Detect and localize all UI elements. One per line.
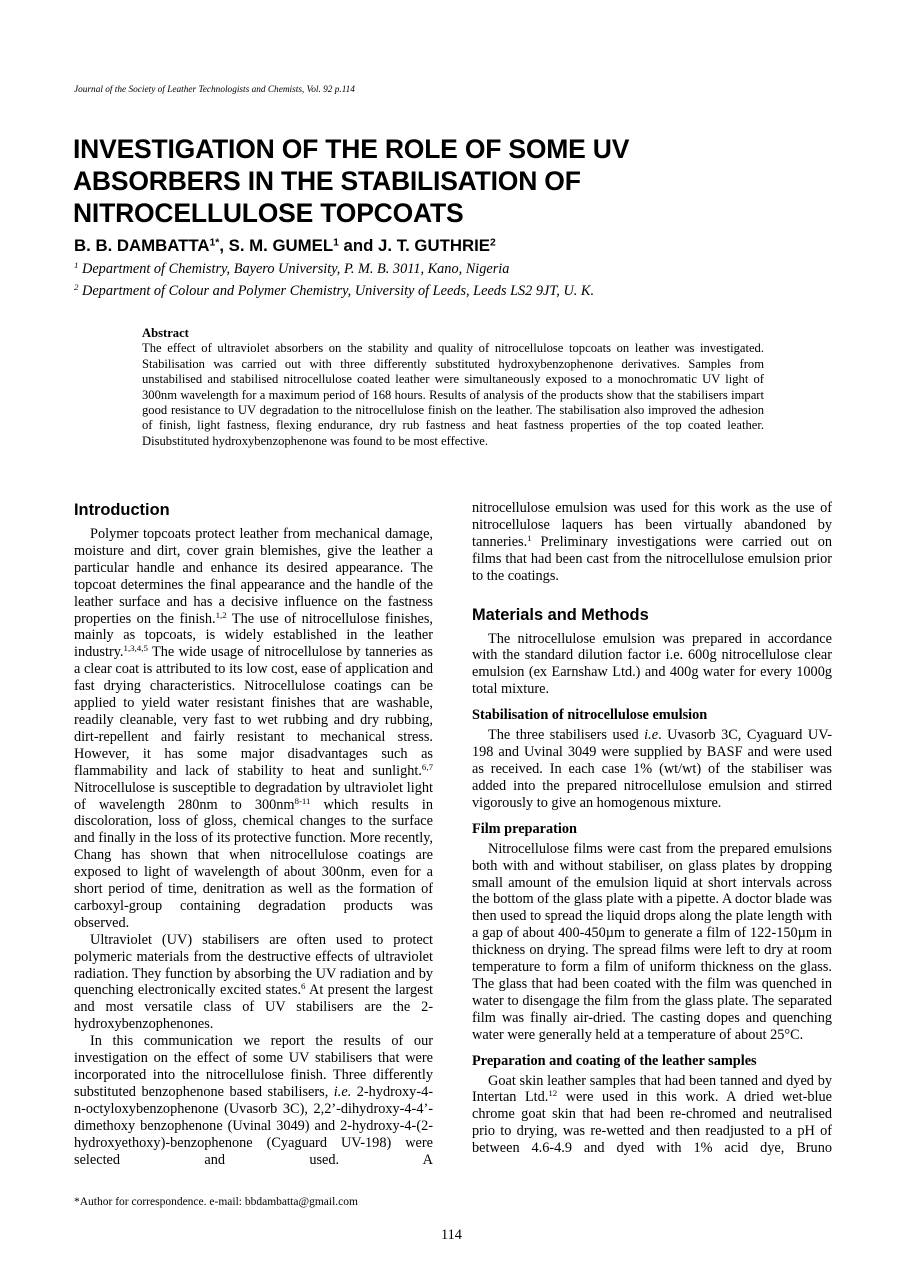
- affiliation-1: [74, 261, 509, 278]
- affiliation-2: [74, 283, 594, 300]
- intro-paragraph-3: In this communication we report the results of our investigation on the effect of some UV stabilisers that were incorporated into the nitrocellulose finish. Three differently substituted benzophenone based stabilisers, i.e. 2-hydroxy-4-n-octyloxybenzophenone (Uvasorb 3C), 2,2’-dihydroxy-4-4’-dimethoxy benzophenone (Uvinal 3049) and 2-hydroxy-4-(2-hydroxyethoxy)-benzophenone (Cyaguard UV-198) were selected and used. A: [74, 1033, 433, 1168]
- citation-superscript: 1,2: [215, 609, 227, 620]
- right-column: [472, 500, 832, 1157]
- citation-superscript: 6: [301, 981, 306, 992]
- stabilisation-paragraph: The three stabilisers used i.e. Uvasorb 3C, Cyaguard UV-198 and Uvinal 3049 were supplied by BASF and were used as received. In each case 1% (wt/wt) of the stabiliser was added into the prepared nitrocellulose emulsion and stirred vigorously to give an homogenous mixture.: [472, 727, 833, 811]
- intro-paragraph-1: Polymer topcoats protect leather from mechanical damage, moisture and dirt, cover grain blemishes, give the leather a particular handle and enhance its desired appearance. The topcoat determines the final appearance and the handle of the leather surface and has a decisive influence on the fastness properties on the finish.$^{1,2}$ The use of nitrocellulose finishes, mainly as topcoats, is widely established in the leather industry.$^{1,3,4,5}$ The wide usage of nitrocellulose by tanneries as a clear coat is attributed to its low cost, ease of application and fast drying characteristics. Nitrocellulose coatings can be applied to yield water resistant finishes that are washable, readily cleanable, very fast to wet rubbing and dry rubbing, dirt-repellent and fairly resistant to mechanical stress. However, it has some major disadvantages such as flammability and lack of stability to heat and sunlight.$^{6,7}$ Nitrocellulose is susceptible to degradation by ultraviolet light of wavelength 280nm to $300nm^{8-11}$ which results in discoloration, loss of gloss, chemical changes to the surface and finally in the loss of its protective function. More recently, Chang has shown that when nitrocellulose coatings are exposed to light of wavelength of about 300nm, even for a short period of time, denitration as well as the formation of carboxyl-group containing degradation products was observed.: [74, 526, 433, 931]
- citation-superscript: 8-11: [294, 795, 311, 806]
- citation-superscript: 12: [548, 1088, 558, 1099]
- author-affiliation-mark: 2: [489, 237, 496, 249]
- abstract: [142, 326, 764, 449]
- citation-superscript: 1,3,4,5: [123, 643, 148, 654]
- materials-paragraph: The nitrocellulose emulsion was prepared in accordance with the standard dilution factor i.e. 600g nitrocellulose clear emulsion (ex Earnshaw Ltd.) and 400g water for every 1000g total mixture.: [472, 630, 832, 698]
- page-number: 114: [441, 1227, 462, 1243]
- author-name: J. T. GUTHRIE: [378, 236, 490, 255]
- affiliation-mark: 2: [74, 282, 79, 293]
- article-title: INVESTIGATION OF THE ROLE OF SOME UV ABSORBERS IN THE STABILISATION OF NITROCELLULOSE TOPCOATS: [73, 134, 630, 228]
- subheading-film-preparation: Film preparation: [472, 820, 577, 837]
- citation-superscript: 1: [527, 532, 532, 543]
- author-affiliation-mark: 1*: [209, 237, 220, 249]
- author-name: S. M. GUMEL: [228, 236, 334, 255]
- citation-superscript: 6,7: [421, 761, 433, 772]
- subheading-stabilisation: Stabilisation of nitrocellulose emulsion: [472, 707, 708, 724]
- abstract-text: The effect of ultraviolet absorbers on the stability and quality of nitrocellulose topcoats on leather was investigated. Stabilisation was carried out with three differently substituted hydroxybenzophenone derivatives. Samples from unstabilised and stabilised nitrocellulose coated leather were simultaneously exposed to a monochromatic UV light of 300nm wavelength for a maximum period of 168 hours. Results of analysis of the products show that the stabilisers impart good resistance to UV degradation to the nitrocellulose finish on the leather. The stabilisation also improved the adhesion of finish, light fastness, flexing endurance, dry rub fastness and heat fastness properties of the top coated leather. Disubstituted hydroxybenzophenone was found to be most effective.: [142, 341, 764, 448]
- intro-paragraph-2: Ultraviolet (UV) stabilisers are often used to protect polymeric materials from the destructive effects of ultraviolet radiation. They function by absorbing the UV radiation and by quenching electronically excited states.$^6$ At present the largest and most versatile class of UV stabilisers are the 2-hydroxybenzophenones.: [74, 931, 433, 1033]
- film-paragraph: Nitrocellulose films were cast from the prepared emulsions both with and without stabiliser, on glass plates by dropping small amount of the emulsion liquid at short intervals across the bottom of the glass plate with a pipette. A doctor blade was then used to spread the liquid drops along the plate length with a gap of about 400-450µm to generate a film of 122-150µm in thickness on drying. The spread films were left to dry at room temperature to form a film of uniform thickness on the glass. The glass that had been coated with the film was quenched in water to disengage the film from the glass plate. The separated film was finally air-dried. The casting dopes and quenching water were generally held at a temperature of about 25°C.: [472, 840, 832, 1043]
- author-list: [74, 236, 496, 256]
- author-separator: and: [338, 236, 379, 255]
- section-heading-introduction: Introduction: [74, 501, 170, 519]
- affiliation-text: Department of Chemistry, Bayero University, P. M. B. 3011, Kano, Nigeria: [82, 261, 510, 277]
- leather-paragraph: Goat skin leather samples that had been tanned and dyed by Intertan Ltd.$^{12}$ were used in this work. A dried wet-blue chrome goat skin that had been re-chromed and neutralised prio to drying, was re-wetted and then readjusted to a pH of between 4.6-4.9 and dyed with 1% acid dye, Bruno: [472, 1072, 832, 1157]
- running-head: Journal of the Society of Leather Technologists and Chemists, Vol. 92 p.114: [74, 85, 355, 95]
- section-heading-materials-methods: Materials and Methods: [472, 605, 649, 624]
- author-name: B. B. DAMBATTA: [74, 236, 210, 255]
- abstract-heading: Abstract: [142, 326, 189, 340]
- correspondence-footnote: *Author for correspondence. e-mail: bbdambatta@gmail.com: [74, 1196, 358, 1208]
- affiliation-mark: 1: [74, 260, 79, 271]
- continuation-paragraph: nitrocellulose emulsion was used for this work as the use of nitrocellulose laquers has been virtually abandoned by tanneries.$^1$ Preliminary investigations were carried out on films that had been cast from the nitrocellulose emulsion prior to the coatings.: [472, 500, 832, 584]
- affiliation-text: Department of Colour and Polymer Chemistry, University of Leeds, Leeds LS2 9JT, U. K.: [82, 283, 595, 299]
- subheading-leather-samples: Preparation and coating of the leather samples: [472, 1052, 757, 1069]
- left-column: [74, 500, 433, 1168]
- author-affiliation-mark: 1: [333, 237, 339, 249]
- author-separator: ,: [219, 236, 229, 255]
